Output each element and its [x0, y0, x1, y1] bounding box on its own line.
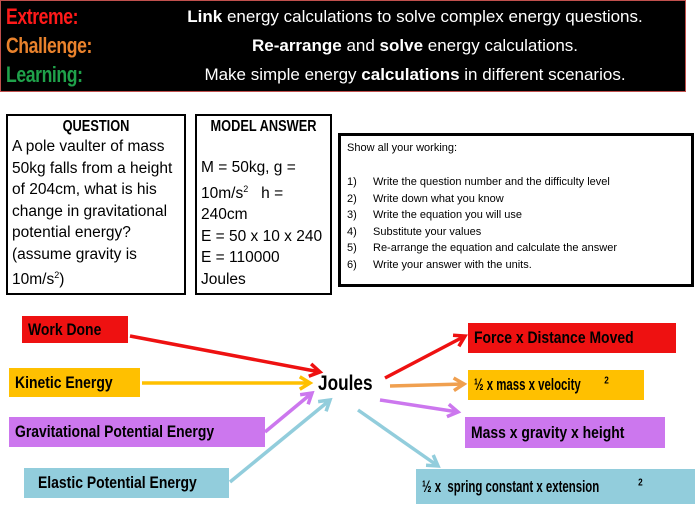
superscript: 2	[54, 270, 60, 280]
model-answer-title: MODEL ANSWER	[210, 118, 317, 135]
label-text: Work Done	[28, 319, 102, 339]
objective-part: and	[341, 36, 380, 55]
label-text: ½ x spring constant x extension	[422, 476, 600, 496]
formula-kinetic	[468, 370, 644, 400]
step-text: Substitute your values	[373, 225, 482, 238]
arrow-line	[358, 410, 438, 466]
arrow-line	[385, 336, 465, 378]
label-work-done	[22, 316, 128, 343]
label-epe	[24, 468, 229, 498]
objective-part: in different scenarios.	[459, 65, 626, 84]
label-text: Joules	[318, 372, 373, 395]
label-text: Mass x gravity x height	[471, 422, 625, 442]
label-text: Kinetic Energy	[15, 372, 113, 392]
answer-line: 240cm	[201, 206, 248, 224]
objective-part: Link	[187, 7, 223, 26]
objective-part: solve	[379, 36, 424, 55]
arrow-line	[265, 393, 312, 432]
label-gpe	[9, 417, 265, 447]
label-kinetic-energy	[9, 368, 140, 397]
objective-part: Make simple energy	[204, 65, 362, 84]
answer-part: h =	[248, 184, 284, 202]
objective-part: calculations	[361, 65, 460, 84]
label-text: Gravitational Potential Energy	[15, 422, 215, 441]
arrow-line	[390, 384, 464, 386]
answer-line: E = 110000	[201, 249, 280, 267]
level-label: Learning:	[6, 62, 83, 87]
step-text: Write the question number and the difficulty level	[373, 176, 610, 188]
level-label: Extreme:	[6, 4, 79, 29]
objective-part: energy calculations to solve complex energy questions.	[222, 7, 643, 26]
step-number: 1)	[347, 176, 357, 188]
step-number: 3)	[347, 209, 357, 221]
step-number: 4)	[347, 225, 357, 238]
step-text: Re-arrange the equation and calculate the answer	[373, 242, 617, 254]
answer-part: 10m/s	[201, 184, 244, 202]
label-text: Force x Distance Moved	[474, 328, 634, 347]
question-body: A pole vaulter of mass 50kg falls from a height of 204cm, what is his change in gravitational potential energy? (assume gravity is 10m/s	[12, 138, 173, 289]
step-number: 2)	[347, 192, 357, 205]
label-text: Elastic Potential Energy	[38, 473, 197, 492]
question-end: )	[59, 271, 65, 289]
level-label: Challenge:	[6, 33, 92, 58]
formula-gpe	[465, 417, 665, 448]
question-title: QUESTION	[62, 118, 130, 135]
objective-part: Re-arrange	[251, 36, 342, 55]
step-text: Write the equation you will use	[373, 209, 522, 221]
formula-epe	[416, 469, 695, 504]
step-number: 6)	[347, 258, 357, 271]
objective-part: energy calculations.	[423, 36, 579, 55]
step-number: 5)	[347, 242, 357, 254]
answer-line: M = 50kg, g =	[201, 159, 296, 176]
superscript: 2	[604, 375, 609, 387]
answer-line: E = 50 x 10 x 240	[201, 227, 323, 245]
arrow-line	[380, 400, 458, 412]
formula-work-done	[468, 323, 676, 353]
joules-label	[318, 372, 385, 396]
label-text: ½ x mass x velocity	[474, 375, 581, 394]
superscript: 2	[638, 476, 643, 488]
step-text: Write your answer with the units.	[373, 258, 532, 271]
answer-line: Joules	[201, 270, 246, 288]
superscript: 2	[243, 183, 249, 194]
working-title: Show all your working:	[347, 142, 458, 154]
arrow-line	[130, 336, 320, 372]
step-text: Write down what you know	[373, 192, 504, 205]
